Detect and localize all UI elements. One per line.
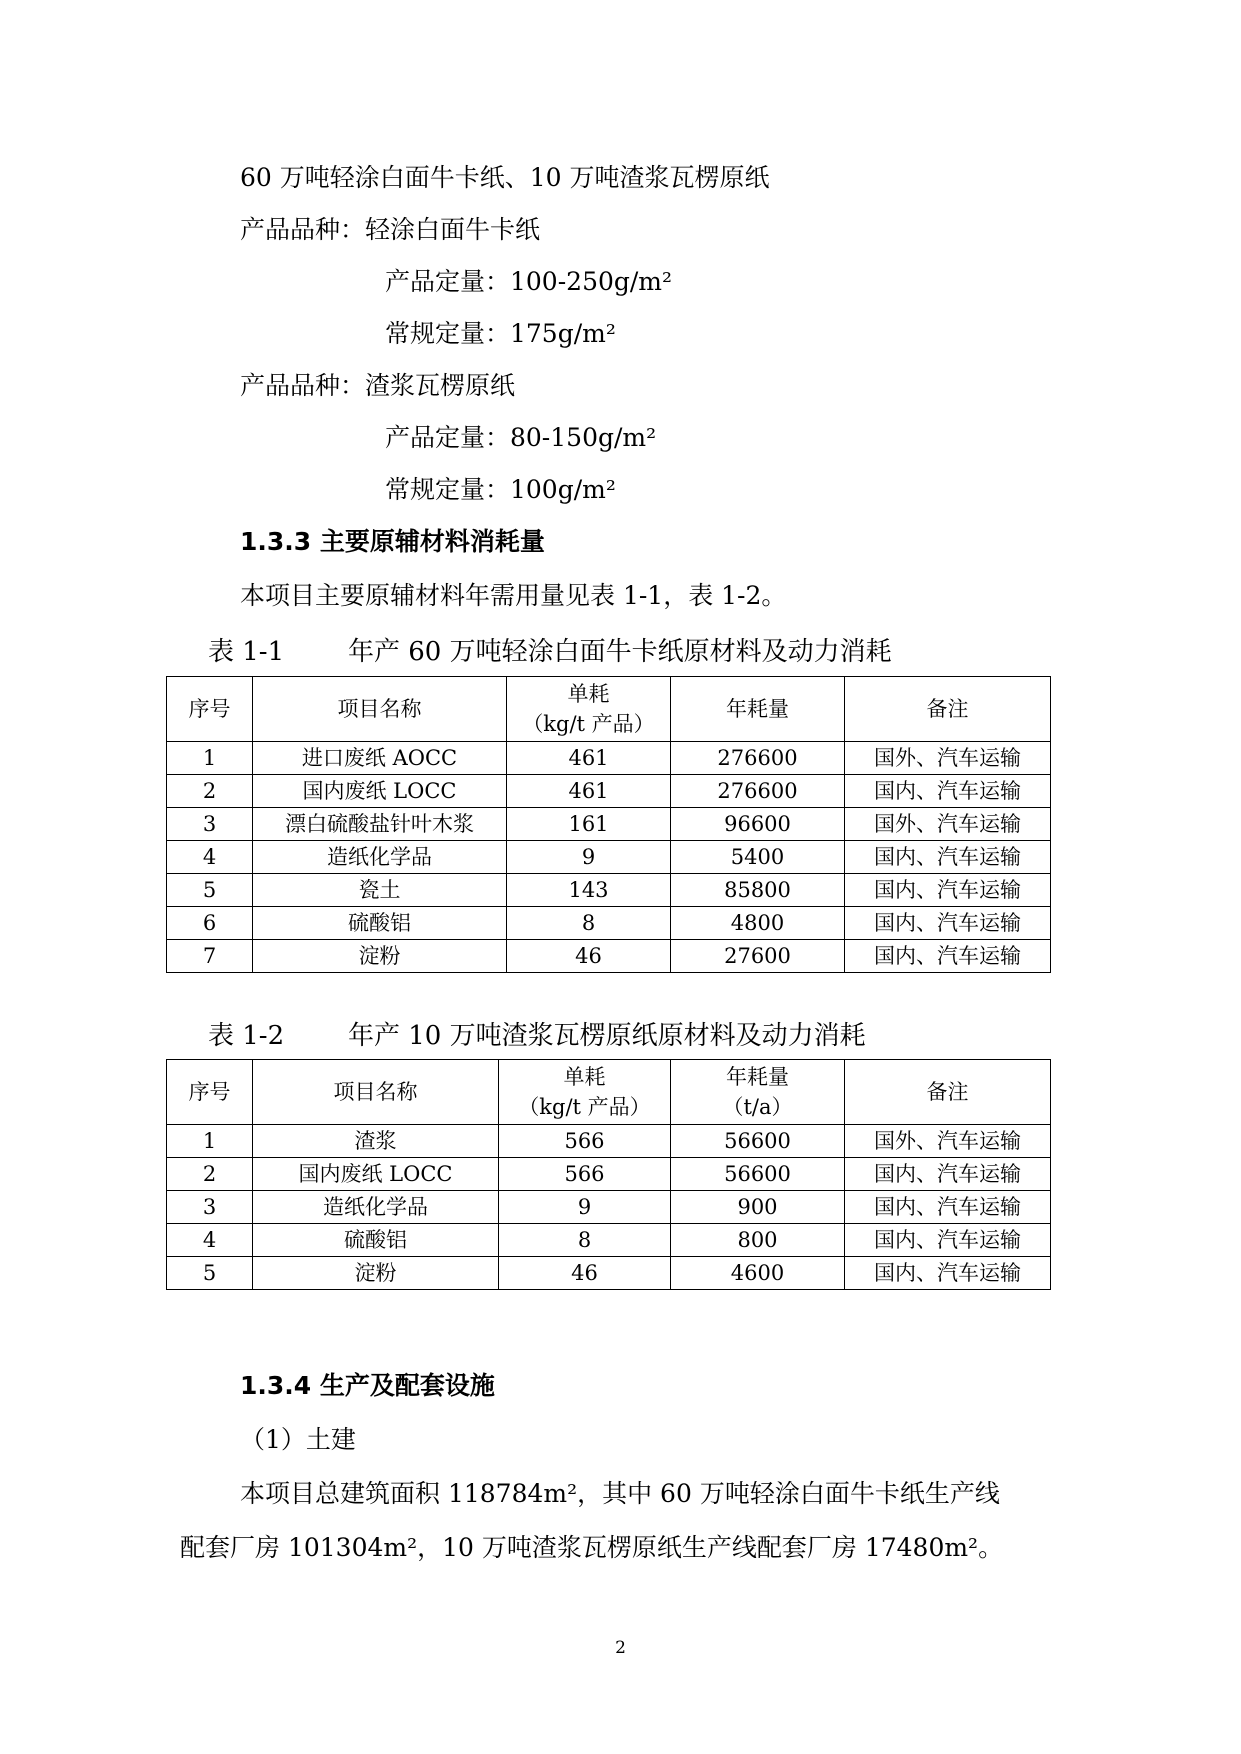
table-cell: 96600 [671,808,845,841]
table-row [167,1191,1051,1224]
table-cell: 造纸化学品 [253,1191,499,1224]
table-cell: 国内、汽车运输 [845,1191,1051,1224]
table2-header-annual [671,1060,845,1125]
table-cell: 8 [499,1224,671,1257]
table-cell: 国内、汽车运输 [845,874,1051,907]
table-cell: 4 [167,841,253,874]
table-cell: 造纸化学品 [253,841,507,874]
table-cell: 9 [507,841,671,874]
page-number: 2 [615,1638,626,1658]
table2-header-unit-line2: （kg/t 产品） [518,1095,651,1119]
table-cell: 1 [167,742,253,775]
paragraph-line-1: 本项目总建筑面积 118784m²，其中 60 万吨轻涂白面牛卡纸生产线 [240,1479,1000,1508]
table2-header-annual-line2: （t/a） [722,1095,793,1119]
table1 [166,676,1051,973]
table-cell: 276600 [671,742,845,775]
regular-basis-weight-1: 常规定量：175g/m² [385,319,616,348]
table-cell: 漂白硫酸盐针叶木浆 [253,808,507,841]
table-cell: 56600 [671,1158,845,1191]
table-cell: 27600 [671,940,845,973]
table-row [167,1125,1051,1158]
paragraph-line-2: 配套厂房 101304m²，10 万吨渣浆瓦楞原纸生产线配套厂房 17480m²。 [180,1533,1004,1562]
table1-caption-title: 年产 60 万吨轻涂白面牛卡纸原材料及动力消耗 [348,637,892,667]
table-cell: 3 [167,808,253,841]
table2-header-name: 项目名称 [253,1060,499,1125]
table-cell: 9 [499,1191,671,1224]
table2-caption-number: 表 1-2 [208,1021,285,1051]
section-intro: 本项目主要原辅材料年需用量见表 1-1，表 1-2。 [240,581,787,610]
table-cell: 进口废纸 AOCC [253,742,507,775]
table-cell: 国内、汽车运输 [845,1224,1051,1257]
table-row [167,841,1051,874]
table1-header-unit-line1: 单耗 [567,682,610,706]
table-cell: 4 [167,1224,253,1257]
table-row [167,907,1051,940]
table2-header-seq: 序号 [167,1060,253,1125]
table2-header-unit [499,1060,671,1125]
table-cell: 硫酸铝 [253,907,507,940]
table-cell: 国内、汽车运输 [845,907,1051,940]
product-basis-weight-2: 产品定量：80-150g/m² [385,423,657,452]
table-cell: 85800 [671,874,845,907]
table-cell: 国外、汽车运输 [845,808,1051,841]
table-cell: 国外、汽车运输 [845,742,1051,775]
table2-header-note: 备注 [845,1060,1051,1125]
table1-caption [208,636,892,668]
table1-header-row [167,677,1051,742]
regular-basis-weight-2: 常规定量：100g/m² [385,475,616,504]
table-cell: 2 [167,1158,253,1191]
table-cell: 900 [671,1191,845,1224]
table-cell: 3 [167,1191,253,1224]
table2-header-unit-line1: 单耗 [563,1065,606,1089]
table2-caption-title: 年产 10 万吨渣浆瓦楞原纸原材料及动力消耗 [348,1021,866,1051]
table-cell: 国内废纸 LOCC [253,775,507,808]
table-cell: 渣浆 [253,1125,499,1158]
table-cell: 161 [507,808,671,841]
table-row [167,775,1051,808]
section-heading-1-3-3: 1.3.3 主要原辅材料消耗量 [240,527,545,556]
table-row [167,940,1051,973]
table-cell: 4800 [671,907,845,940]
table-cell: 5 [167,874,253,907]
product-variety-1: 产品品种：轻涂白面牛卡纸 [240,215,541,244]
table1-header-note: 备注 [845,677,1051,742]
table2-caption [208,1020,866,1052]
table-cell: 5 [167,1257,253,1290]
table-cell: 淀粉 [253,1257,499,1290]
table-row [167,742,1051,775]
table-cell: 46 [507,940,671,973]
table-cell: 国内、汽车运输 [845,1257,1051,1290]
table-cell: 瓷土 [253,874,507,907]
product-basis-weight-1: 产品定量：100-250g/m² [385,267,673,296]
table1-header-annual: 年耗量 [671,677,845,742]
section-heading-1-3-4: 1.3.4 生产及配套设施 [240,1371,495,1400]
table-cell: 56600 [671,1125,845,1158]
table-cell: 143 [507,874,671,907]
table-cell: 1 [167,1125,253,1158]
table-cell: 7 [167,940,253,973]
table-cell: 国内、汽车运输 [845,775,1051,808]
table-cell: 800 [671,1224,845,1257]
table-row [167,1257,1051,1290]
table-cell: 46 [499,1257,671,1290]
table-row [167,808,1051,841]
table-cell: 461 [507,775,671,808]
product-variety-2: 产品品种：渣浆瓦楞原纸 [240,371,516,400]
table2-header-row [167,1060,1051,1125]
table-cell: 2 [167,775,253,808]
table1-header-unit-line2: （kg/t 产品） [522,712,655,736]
table-cell: 国外、汽车运输 [845,1125,1051,1158]
table2 [166,1059,1051,1290]
table1-caption-number: 表 1-1 [208,637,285,667]
table1-header-unit [507,677,671,742]
table-cell: 国内、汽车运输 [845,841,1051,874]
table-cell: 566 [499,1158,671,1191]
table1-header-name: 项目名称 [253,677,507,742]
table-row [167,1224,1051,1257]
table-cell: 淀粉 [253,940,507,973]
table-cell: 566 [499,1125,671,1158]
table1-header-seq: 序号 [167,677,253,742]
product-line-summary: 60 万吨轻涂白面牛卡纸、10 万吨渣浆瓦楞原纸 [240,163,770,192]
table-cell: 4600 [671,1257,845,1290]
table-cell: 硫酸铝 [253,1224,499,1257]
table-cell: 6 [167,907,253,940]
table-row [167,874,1051,907]
table-cell: 国内、汽车运输 [845,1158,1051,1191]
table-cell: 国内废纸 LOCC [253,1158,499,1191]
table-cell: 8 [507,907,671,940]
table2-header-annual-line1: 年耗量 [726,1065,789,1089]
table-cell: 276600 [671,775,845,808]
table-cell: 国内、汽车运输 [845,940,1051,973]
table-cell: 5400 [671,841,845,874]
table-row [167,1158,1051,1191]
subsection-civil-works: （1）土建 [240,1425,356,1454]
table-cell: 461 [507,742,671,775]
